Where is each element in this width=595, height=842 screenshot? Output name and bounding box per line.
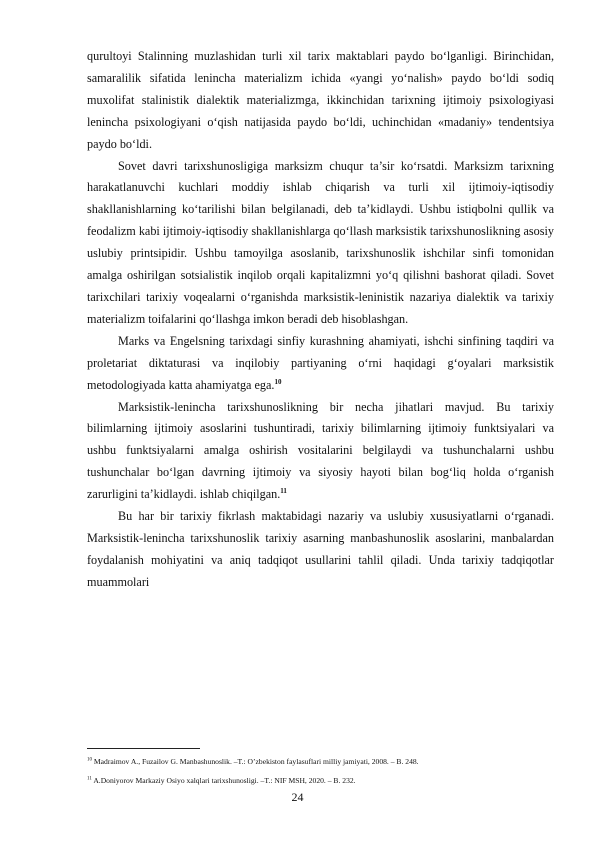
- paragraph-5: [87, 506, 554, 594]
- paragraph-1: [87, 46, 554, 156]
- paragraph-text: qurultoyi Stalinning muzlashidan turli xil tarix maktablari paydo bo‘lganligi. Birinchidan, samaralilik sifatida lenincha materializm ichida «yangi yo‘nalish» paydo bo‘ldi sodiq muxolifat stalinistik dialektik materializmga, ikkinchidan tarixning ijtimoiy psixologiyasi lenincha psixologiyani o‘qish natijasida paydo bo‘ldi, uchinchidan «madaniy» tendentsiya paydo bo‘ldi.: [87, 49, 554, 151]
- footnote-text: A.Doniyorov Markaziy Osiyo xalqlari tarixshunosligi. –T.: NIF MSH, 2020. – B. 232.: [93, 776, 356, 785]
- footnote-10: [87, 752, 554, 771]
- paragraph-text: Sovet davri tarixshunosligiga marksizm chuqur ta’sir ko‘rsatdi. Marksizm tarixning harakatlanuvchi kuchlari moddiy ishlab chiqarish va turli xil ijtimoiy-iqtisodiy shakllanishlarning ko‘tarilishi bilan belgilanadi, deb ta’kidlaydi. Ushbu istiqbolni qullik va feodalizm kabi ijtimoiy-iqtisodiy shakllanishlarga qo‘llash marksistik tarixshunoslikning asosiy uslubiy printsipidir. Ushbu tamoyilga asoslanib, tarixshunoslik ishchilar sinfi tomonidan amalga oshirilgan sotsialistik inqilob orqali kapitalizmni yo‘q qilishni bashorat qiladi. Sovet tarixchilari tarixiy voqealarni o‘rganishda marksistik-leninistik nazariya dialektik va tarixiy materializm toifalarini qo‘llashga imkon beradi deb hisoblashgan.: [87, 158, 554, 326]
- body-text: [87, 46, 554, 594]
- footnote-number: 10: [87, 757, 92, 763]
- footnote-text: Madraimov A., Fuzailov G. Manbashunoslik. –T.: O’zbekiston faylasuflari milliy jamiyati, 2008. – B. 248.: [93, 757, 419, 766]
- footnote-ref-11[interactable]: 11: [280, 487, 287, 496]
- paragraph-text: Marksistik-lenincha tarixshunoslikning bir necha jihatlari mavjud. Bu tarixiy bilimlarning ijtimoiy asoslarini tushuntiradi, tarixiy bilimlarning ijtimoiy funktsiyalari va ushbu funktsiyalarni amalga oshirish vositalarini belgilaydi va tushunchalarni ushbu tushunchalar bo‘lgan davrning ijtimoiy va siyosiy hayoti bilan bog‘liq holda o‘rganish zarurligini ta’kidlaydi. ishlab chiqilgan.: [87, 399, 554, 502]
- page-number: 24: [291, 790, 304, 804]
- footnote-ref-10[interactable]: 10: [274, 377, 282, 386]
- footnotes: [87, 752, 554, 790]
- footnote-divider: [87, 748, 200, 749]
- paragraph-text: Marks va Engelsning tarixdagi sinfiy kurashning ahamiyati, ishchi sinfining taqdiri va proletariat diktaturasi va inqilobiy partiyaning o‘rni haqidagi g‘oyalari marksistik metodologiyada katta ahamiyatga ega.: [87, 333, 554, 392]
- paragraph-3: [87, 331, 554, 397]
- footnote-11: [87, 771, 554, 790]
- paragraph-4: [87, 397, 554, 507]
- paragraph-text: Bu har bir tarixiy fikrlash maktabidagi nazariy va uslubiy xususiyatlarni o‘rganadi. Marksistik-lenincha tarixshunoslik tarixiy asarning manbashunoslik asoslarini, manbalardan foydalanish mohiyatini va aniq tadqiqot usullarini tahlil qiladi. Unda tarixiy tadqiqotlar muammolari: [87, 509, 554, 589]
- paragraph-2: [87, 156, 554, 331]
- footnote-number: 11: [87, 776, 92, 782]
